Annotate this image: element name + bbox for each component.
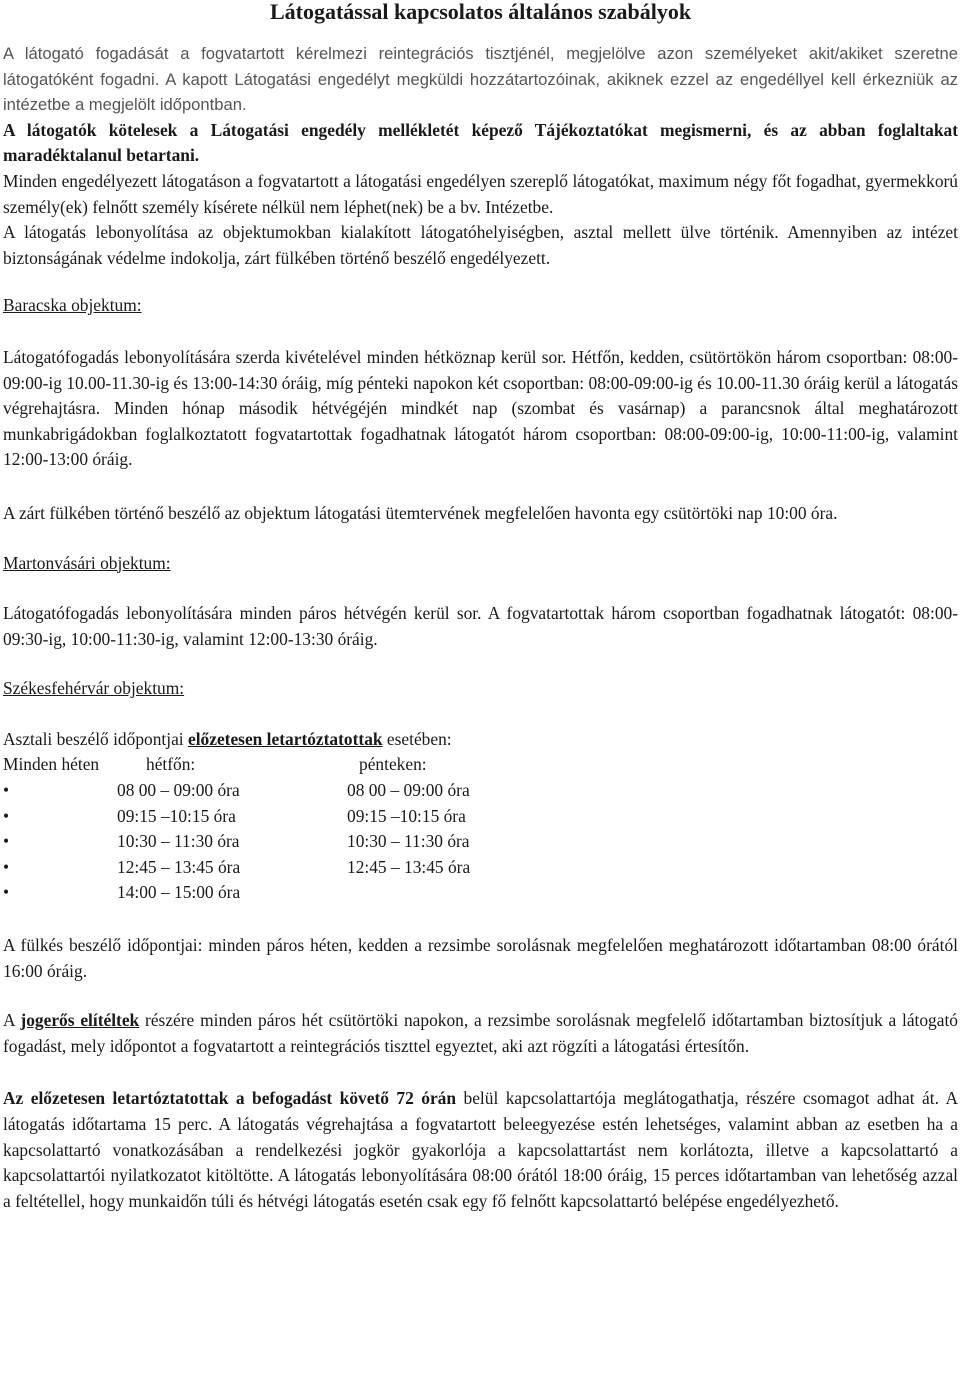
asztali-post: esetében: — [382, 728, 452, 749]
baracska-paragraph-1: Látogatófogadás lebonyolítására szerda kivételével minden hétköznap kerül sor. Hétfőn, kedden, csütörtökön három csoportban: 08:00-09:00-ig 10.00-11.30-ig és 13:00-14:30 óráig, míg pénteki napokon két csoportban: 08:00-09:00-ig és 10.00-11.30 óráig kerül a látogatás végrehajtásra. Minden hónap második hétvégéjén mindkét nap (szombat és vasárnap) a parancsnok által meghatározott munkabrigádokban foglalkoztatott fogvatartottak fogadhatnak látogatót három csoportban: 08:00-09:00-ig, 10:00-11:00-ig, valamint 12:00-13:00 óráig. — [3, 346, 958, 470]
schedule-row — [3, 880, 958, 906]
schedule-row — [3, 804, 958, 830]
jogeros-paragraph — [3, 1008, 958, 1059]
intro-paragraph-3: Minden engedélyezett látogatáson a fogvatartott a látogatási engedélyen szereplő látogatókat, maximum négy főt fogadhat, gyermekkorú személy(ek) felnőtt személy kísérete nélkül nem léphet(nek) be a bv. Intézetbe. — [3, 170, 958, 217]
schedule-friday-slot: 08 00 – 09:00 óra — [347, 780, 470, 801]
letartoztatott-72-paragraph — [3, 1086, 958, 1214]
baracska-paragraph-2: A zárt fülkében történő beszélő az objektum látogatási ütemtervének megfelelően havonta egy csütörtöki nap 10:00 óra. — [3, 502, 838, 523]
jogeros-post: részére minden páros hét csütörtöki napokon, a rezsimbe sorolásnak megfelelő időtartamban biztosítjuk a látogató fogadást, mely időpontot a fogvatartott a reintegrációs tiszttel egyeztet, aki azt rögzíti a látogatási értesítőn. — [3, 1010, 958, 1056]
bullet-icon: • — [3, 882, 10, 903]
asztali-beszelo-line — [3, 727, 958, 753]
fulkes-beszelo-paragraph: A fülkés beszélő időpontjai: minden páros héten, kedden a rezsimbe sorolásnak megfelelően meghatározott időtartamban 08:00 órától 16:00 óráig. — [3, 935, 958, 981]
bullet-icon: • — [3, 780, 10, 801]
schedule-monday-slot: 12:45 – 13:45 óra — [117, 856, 241, 877]
jogeros-pre: A — [3, 1010, 21, 1031]
jogeros-emphasis: jogerős elítéltek — [20, 1010, 140, 1031]
bullet-icon: • — [3, 856, 10, 877]
schedule-friday-slot: 12:45 – 13:45 óra — [347, 856, 471, 877]
schedule-row — [3, 855, 958, 881]
schedule-monday-slot: 14:00 – 15:00 óra — [117, 882, 241, 903]
letartoztatott-72-rest: belül kapcsolattartója meglátogathatja, részére csomagot adhat át. A látogatás időtartama 15 perc. A látogatás végrehajtása a fogvatartott beleegyezése estén lehetséges, valamint abban az esetben ha a kapcsolattartó vonatkozásában a rendelkezési jogkör gyakorlója a kapcsolattartást nem korlátozta, illetve a kapcsolattartó a kapcsolattartói nyilatkozatot kitöltötte. A látogatás lebonyolítására 08:00 órától 18:00 óráig, 15 perces időtartamban van lehetőség azzal a feltétellel, hogy munkaidőn túli és hétvégi látogatás esetén csak egy fő felnőtt kapcsolattartó belépése engedélyezhető. — [3, 1088, 959, 1211]
martonvasar-paragraph: Látogatófogadás lebonyolítására minden páros hétvégén kerül sor. A fogvatartottak három csoportban fogadhatnak látogatót: 08:00-09:30-ig, 10:00-11:30-ig, valamint 12:00-13:30 óráig. — [3, 603, 958, 649]
schedule-monday-slot: 09:15 –10:15 óra — [117, 805, 236, 826]
bullet-icon: • — [3, 805, 10, 826]
schedule-monday-slot: 08 00 – 09:00 óra — [117, 780, 240, 801]
schedule-header-monday: hétfőn: — [146, 754, 196, 775]
intro-paragraph-4: A látogatás lebonyolítása az objektumokban kialakított látogatóhelyiségben, asztal mellett ülve történik. Amennyiben az intézet biztonságának védelme indokolja, zárt fülkében történő beszélő engedélyezett. — [3, 222, 958, 268]
baracska-heading: Baracska objektum: — [3, 295, 142, 316]
schedule-header-friday: pénteken: — [359, 754, 427, 775]
letartoztatott-72-emphasis: Az előzetesen letartóztatottak a befogadást követő 72 órán — [3, 1088, 457, 1109]
intro-paragraph-1: A látogató fogadását a fogvatartott kérelmezi reintegrációs tisztjénél, megjelölve azon személyeket akit/akiket szeretne látogatóként fogadni. A kapott Látogatási engedélyt megküldi hozzátartozóinak, akiknek ezzel az engedéllyel kell érkezniük az intézetbe a megjelölt időpontban. — [3, 44, 958, 115]
schedule-monday-slot: 10:30 – 11:30 óra — [117, 831, 240, 852]
schedule-table — [3, 752, 958, 906]
asztali-emphasis: előzetesen letartóztatottak — [187, 728, 383, 749]
intro-paragraph-2: A látogatók kötelesek a Látogatási engedély mellékletét képező Tájékoztatókat megismerni, és az abban foglaltakat maradéktalanul betartani. — [3, 119, 958, 166]
schedule-header-row — [3, 752, 958, 778]
martonvasar-heading: Martonvásári objektum: — [3, 552, 171, 573]
asztali-pre: Asztali beszélő időpontjai — [3, 728, 188, 749]
page-title: Látogatással kapcsolatos általános szabályok — [269, 0, 692, 24]
bullet-icon: • — [3, 831, 10, 852]
szekesfehervar-heading: Székesfehérvár objektum: — [3, 678, 185, 699]
schedule-header-week: Minden héten — [3, 754, 100, 775]
schedule-row — [3, 778, 958, 804]
schedule-friday-slot: 09:15 –10:15 óra — [347, 805, 466, 826]
schedule-friday-slot: 10:30 – 11:30 óra — [347, 831, 470, 852]
schedule-row — [3, 829, 958, 855]
